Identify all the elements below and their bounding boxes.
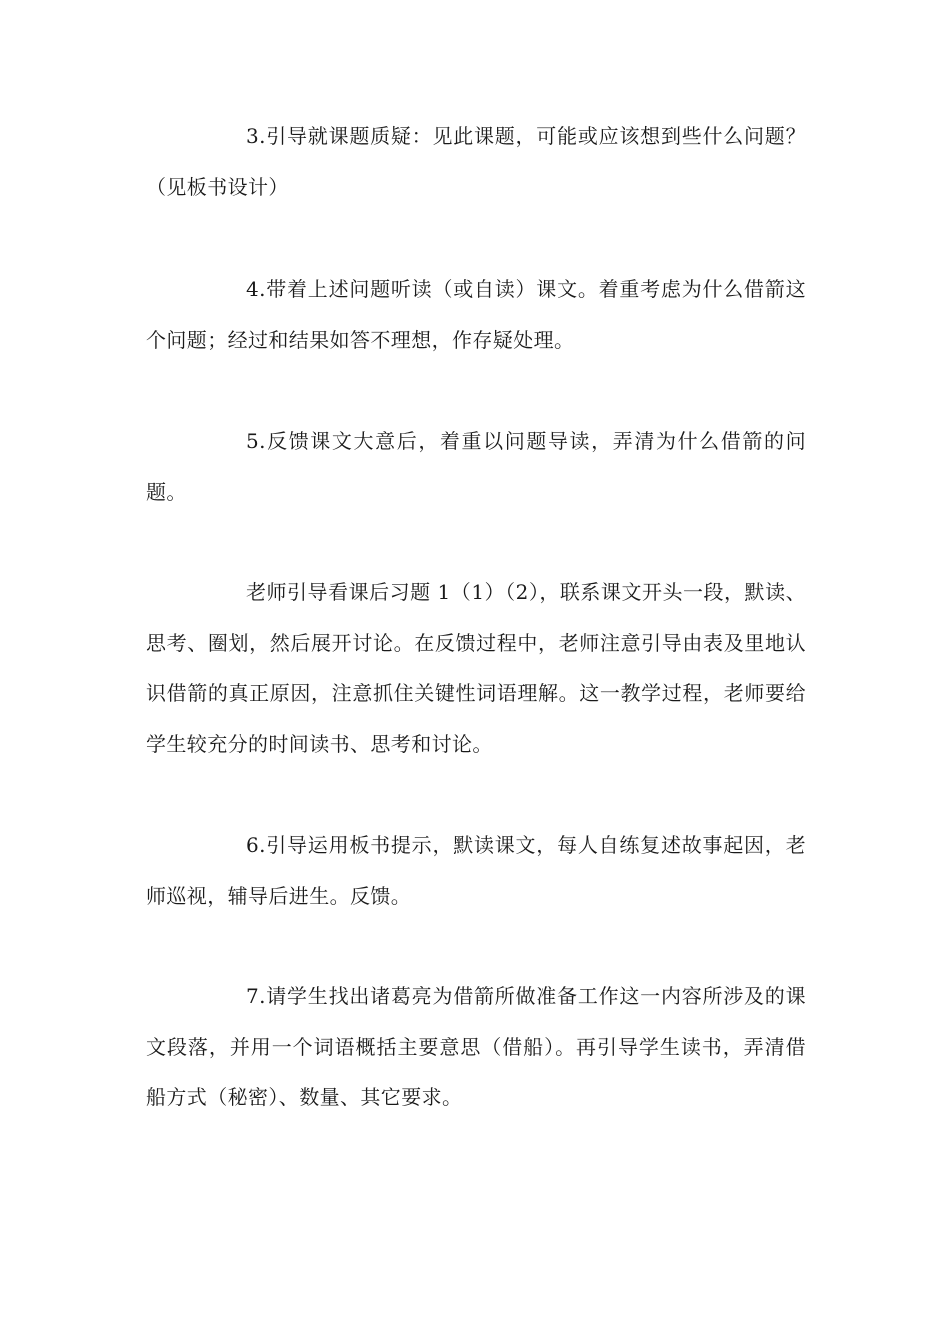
paragraph-teacher-guidance: 老师引导看课后习题 1（1）（2），联系课文开头一段，默读、思考、圈划，然后展开讨论。在反馈过程中，老师注意引导由表及里地认识借箭的真正原因，注意抓住关键性词语理解。这一教学过程，老师要给学生较充分的时间读书、思考和讨论。	[146, 580, 806, 757]
paragraph-step-6: 6.引导运用板书提示，默读课文，每人自练复述故事起因，老师巡视，辅导后进生。反馈。	[146, 833, 806, 908]
paragraph-step-5: 5.反馈课文大意后，着重以问题导读，弄清为什么借箭的问题。	[146, 429, 806, 504]
paragraph-step-7: 7.请学生找出诸葛亮为借箭所做准备工作这一内容所涉及的课文段落，并用一个词语概括主要意思（借船）。再引导学生读书，弄清借船方式（秘密）、数量、其它要求。	[146, 984, 806, 1110]
paragraph-step-3: 3.引导就课题质疑：见此课题，可能或应该想到些什么问题？（见板书设计）	[146, 124, 806, 199]
paragraph-step-4: 4.带着上述问题听读（或自读）课文。着重考虑为什么借箭这个问题；经过和结果如答不理想，作存疑处理。	[146, 277, 806, 352]
